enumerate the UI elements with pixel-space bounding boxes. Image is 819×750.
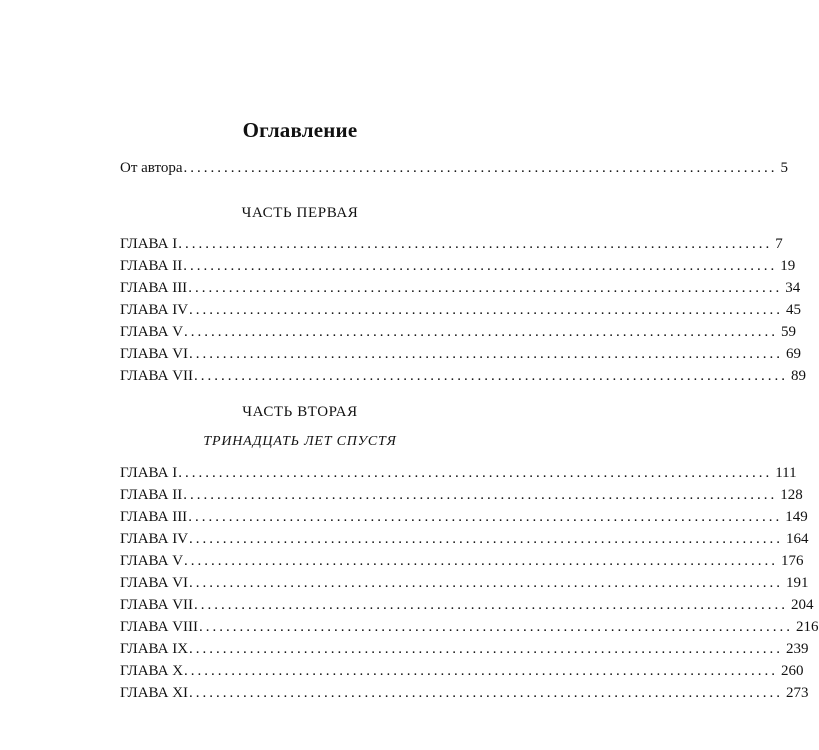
entry-page-number: 239	[786, 641, 809, 657]
entry-page-number: 216	[796, 619, 819, 635]
dot-leader: ........................................................................................	[189, 685, 784, 701]
dot-leader: ........................................................................................	[183, 258, 778, 274]
entry-label: ГЛАВА II	[120, 487, 183, 503]
dot-leader: ........................................................................................	[189, 641, 784, 657]
entry-page-number: 111	[775, 465, 797, 481]
entry-label: ГЛАВА VIII	[120, 619, 199, 635]
entry-label: ГЛАВА IV	[120, 531, 189, 547]
dot-leader: ........................................................................................	[178, 465, 773, 481]
entry-page-number: 69	[786, 346, 802, 362]
entry-page-number: 19	[780, 258, 796, 274]
entry-page-number: 45	[786, 302, 802, 318]
part-one-heading: ЧАСТЬ ПЕРВАЯ	[241, 205, 359, 221]
entry-page-number: 260	[781, 663, 804, 679]
dot-leader: ........................................................................................	[194, 597, 789, 613]
toc-entry-part2-chapter	[120, 660, 804, 682]
entry-page-number: 191	[786, 575, 809, 591]
entry-page-number: 89	[791, 368, 807, 384]
toc-title: Оглавление	[242, 118, 358, 142]
entry-label: ГЛАВА VII	[120, 368, 194, 384]
toc-entry-part1-chapter	[120, 365, 807, 387]
entry-page-number: 204	[791, 597, 814, 613]
entry-label: ГЛАВА VII	[120, 597, 194, 613]
dot-leader: ........................................................................................	[184, 663, 779, 679]
dot-leader: ........................................................................................	[189, 575, 784, 591]
dot-leader: ........................................................................................	[194, 368, 789, 384]
entry-page-number: 34	[785, 280, 801, 296]
toc-entry-part2-chapter	[120, 550, 804, 572]
entry-label: ГЛАВА X	[120, 663, 184, 679]
entry-page-number: 7	[775, 236, 783, 252]
toc-entry-part2-chapter	[120, 572, 809, 594]
part-two-heading: ЧАСТЬ ВТОРАЯ	[242, 404, 358, 420]
entry-page-number: 5	[780, 160, 789, 176]
toc-entry-preface	[120, 157, 789, 179]
entry-page-number: 128	[780, 487, 803, 503]
entry-label: ГЛАВА III	[120, 509, 188, 525]
dot-leader: ........................................................................................	[189, 302, 784, 318]
entry-page-number: 59	[781, 324, 797, 340]
entry-label: ГЛАВА V	[120, 324, 184, 340]
dot-leader: ........................................................................................	[183, 487, 778, 503]
entry-label: ГЛАВА XI	[120, 685, 189, 701]
toc-entry-part2-chapter	[120, 638, 809, 660]
dot-leader: ........................................................................................	[199, 619, 794, 635]
entry-label: ГЛАВА VI	[120, 575, 189, 591]
toc-entry-part2-chapter	[120, 594, 814, 616]
toc-entry-part2-chapter	[120, 528, 809, 550]
entry-label: ГЛАВА V	[120, 553, 184, 569]
toc-entry-part1-chapter	[120, 255, 796, 277]
toc-entry-part1-chapter	[120, 343, 802, 365]
entry-page-number: 176	[781, 553, 804, 569]
toc-entry-part1-chapter	[120, 299, 802, 321]
toc-entry-part1-chapter	[120, 321, 797, 343]
entry-label: ГЛАВА IV	[120, 302, 189, 318]
dot-leader: ........................................................................................	[189, 531, 784, 547]
dot-leader: ........................................................................................	[189, 346, 784, 362]
entry-page-number: 273	[786, 685, 809, 701]
entry-label: ГЛАВА I	[120, 465, 178, 481]
dot-leader: ........................................................................................	[188, 509, 783, 525]
dot-leader: ........................................................................................	[178, 236, 773, 252]
entry-label: ГЛАВА VI	[120, 346, 189, 362]
entry-label: ГЛАВА I	[120, 236, 178, 252]
entry-page-number: 164	[786, 531, 809, 547]
toc-entry-part2-chapter	[120, 484, 803, 506]
dot-leader: ........................................................................................	[184, 553, 779, 569]
toc-entry-part2-chapter	[120, 462, 797, 484]
entry-page-number: 149	[785, 509, 808, 525]
part-two-subtitle: ТРИНАДЦАТЬ ЛЕТ СПУСТЯ	[203, 434, 397, 449]
toc-entry-part2-chapter	[120, 506, 808, 528]
entry-label: ГЛАВА II	[120, 258, 183, 274]
entry-label: ГЛАВА IX	[120, 641, 189, 657]
toc-entry-part2-chapter	[120, 682, 809, 704]
toc-entry-part2-chapter	[120, 616, 819, 638]
entry-label: От автора	[120, 160, 183, 176]
toc-entry-part1-chapter	[120, 277, 801, 299]
toc-entry-part1-chapter	[120, 233, 783, 255]
dot-leader: ........................................................................................	[183, 160, 778, 176]
entry-label: ГЛАВА III	[120, 280, 188, 296]
dot-leader: ........................................................................................	[188, 280, 783, 296]
dot-leader: ........................................................................................	[184, 324, 779, 340]
